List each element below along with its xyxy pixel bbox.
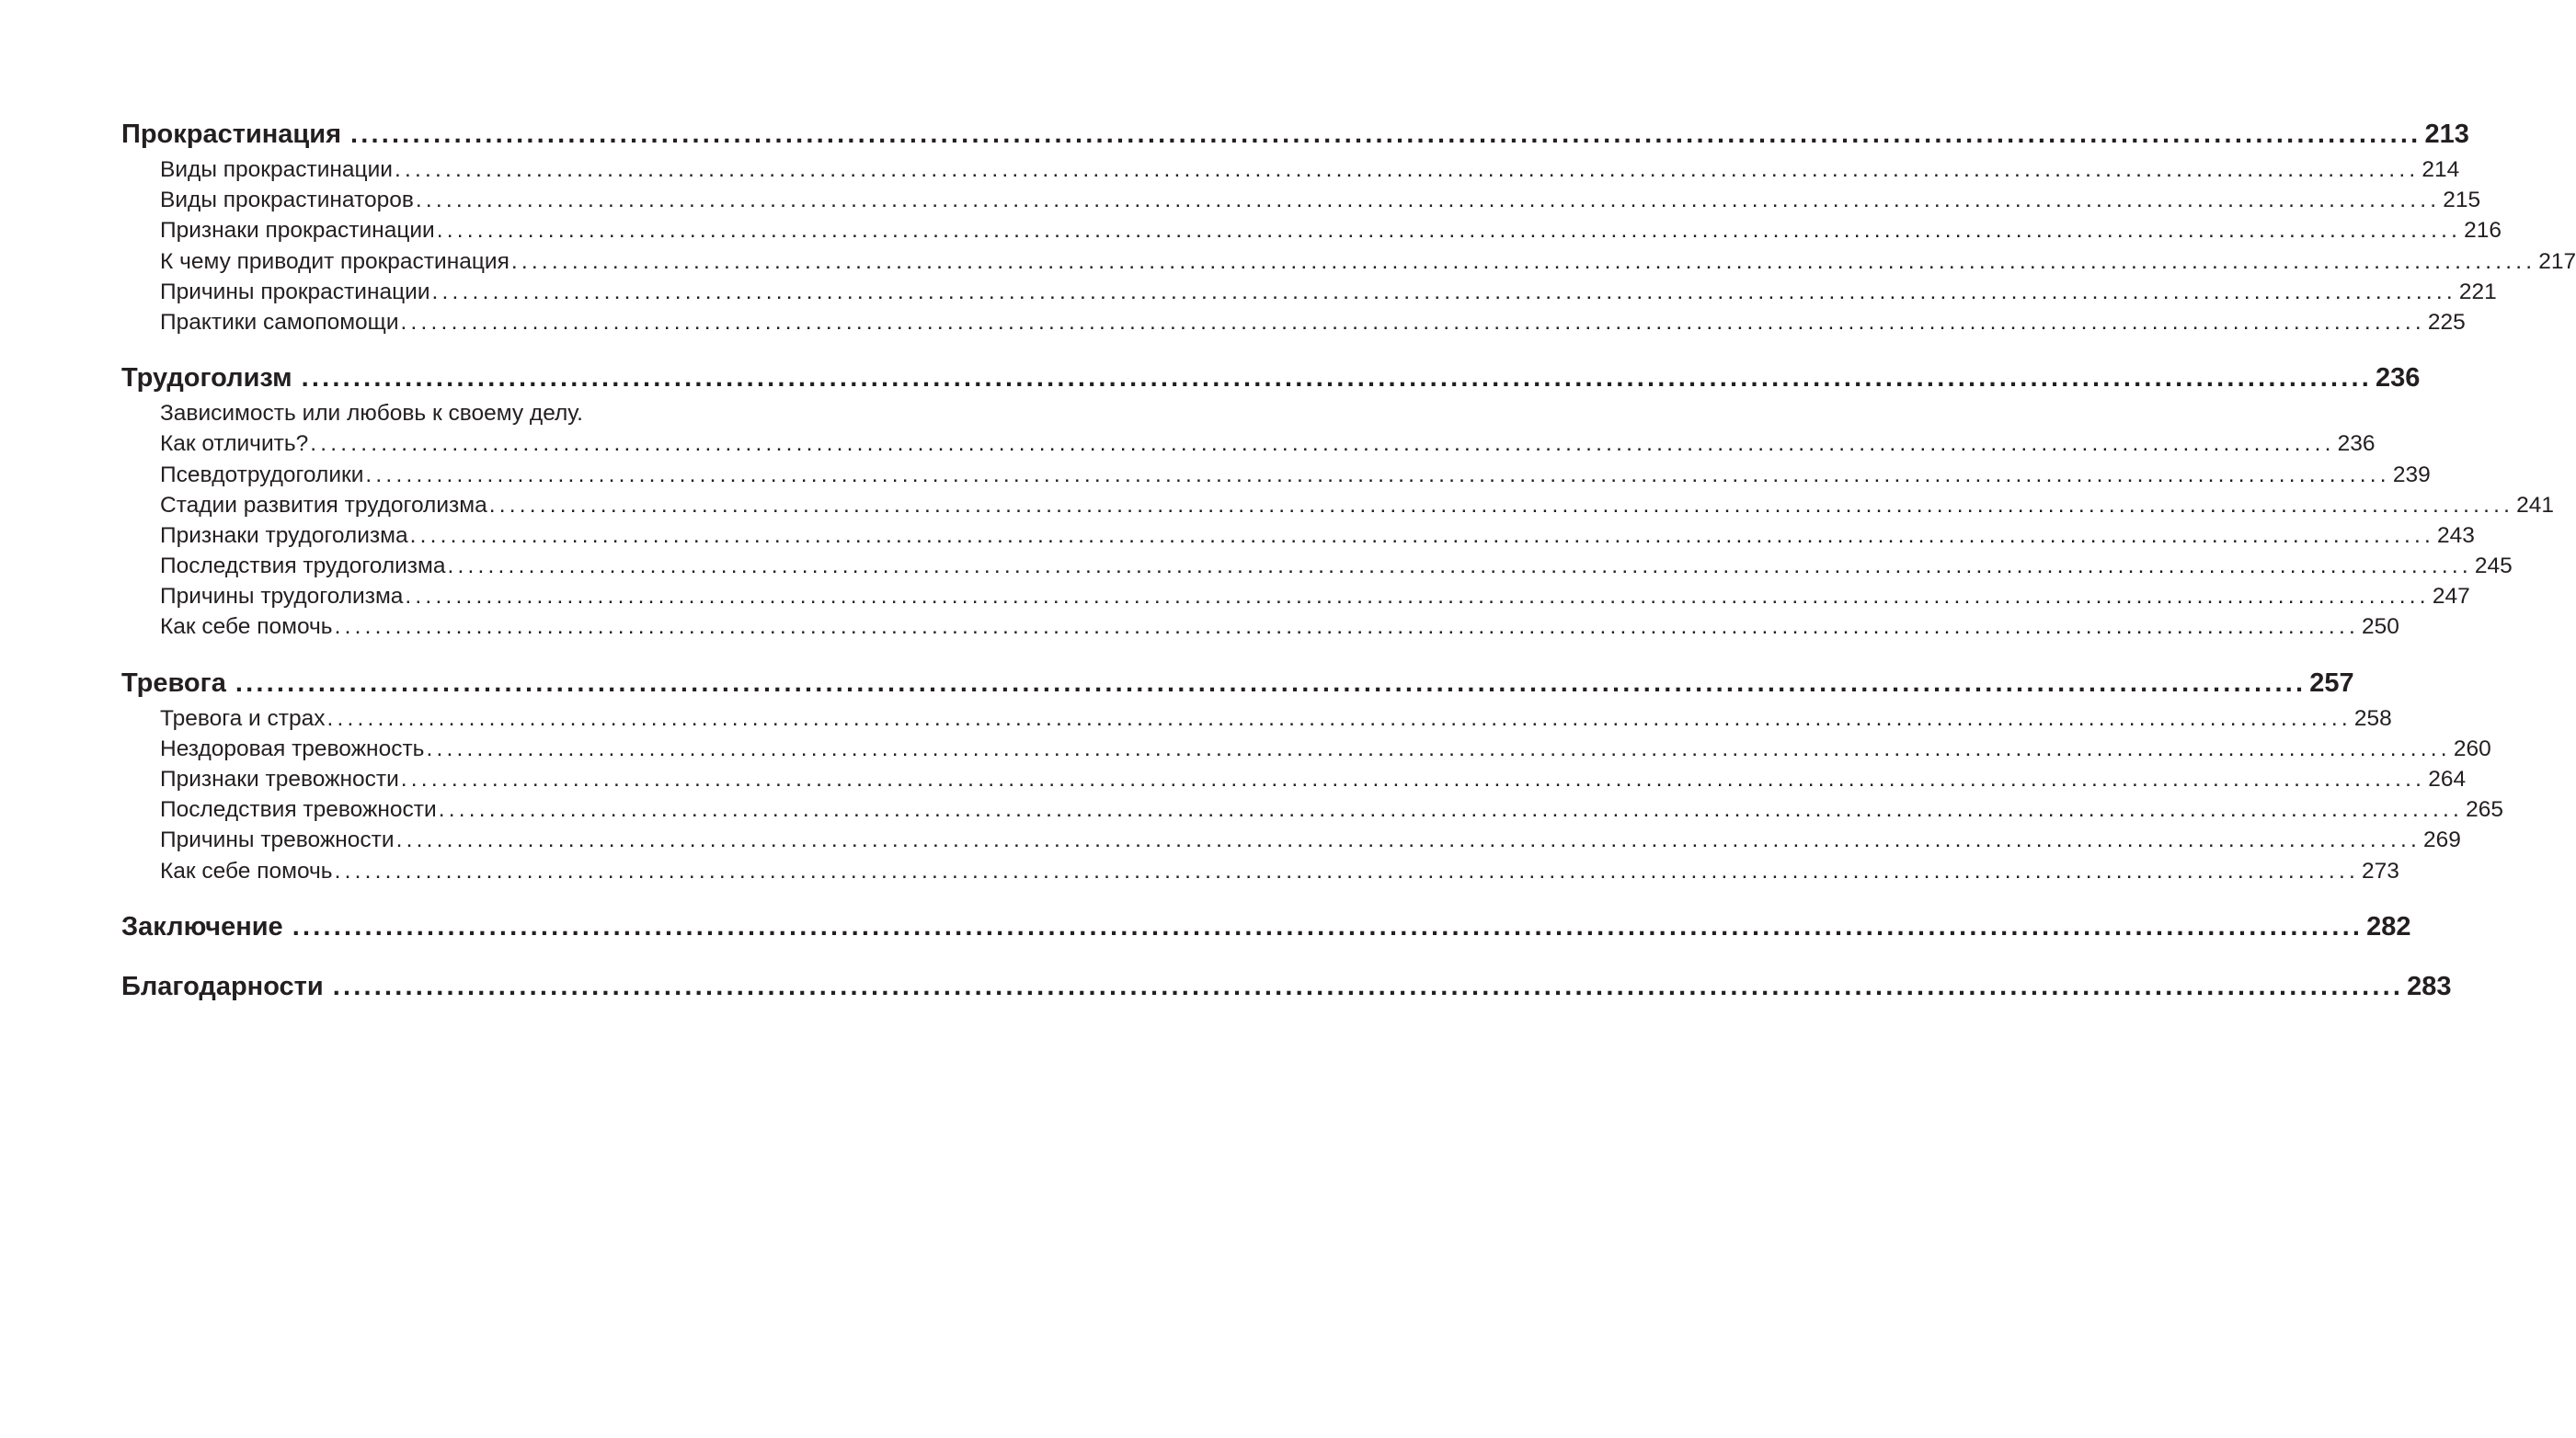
section-page-number: 243 — [2437, 522, 2475, 548]
table-of-contents — [121, 114, 2576, 1007]
section-entry[interactable] — [160, 246, 2576, 277]
section-page-number: 215 — [2443, 188, 2481, 213]
leader-dots: ........................................................................................................................................................................................................ — [409, 522, 2435, 548]
leader-dots: ........................................................................................................................................................................................................ — [235, 668, 2307, 698]
section-page-number: 225 — [2427, 309, 2466, 335]
spacer — [121, 643, 797, 663]
chapter-page-number: 282 — [2366, 911, 2411, 942]
leader-dots: ........................................................................................................................................................................................................ — [332, 971, 2404, 1001]
section-list — [121, 398, 2555, 643]
section-title: Признаки прокрастинации — [160, 218, 435, 244]
section-page-number: 217 — [2538, 248, 2576, 274]
chapter-title: Заключение — [121, 911, 283, 942]
section-page-number: 239 — [2392, 462, 2431, 487]
section-list — [121, 703, 2503, 886]
section-title: Последствия трудоголизма — [160, 554, 446, 579]
chapter-title: Благодарности — [121, 971, 324, 1001]
section-entry[interactable] — [160, 581, 2470, 611]
section-entry[interactable] — [160, 307, 2466, 337]
section-title: Практики самопомощи — [160, 309, 399, 335]
section-page-number: 216 — [2464, 218, 2502, 244]
section-page-number: 236 — [2337, 431, 2376, 457]
section-page-number: 260 — [2453, 736, 2491, 761]
section-page-number: 258 — [2353, 705, 2392, 731]
leader-dots: ........................................................................................................................................................................................................ — [395, 827, 2421, 853]
spacer — [121, 337, 797, 358]
section-page-number: 245 — [2474, 554, 2513, 579]
section-page-number: 273 — [2361, 858, 2399, 884]
spacer — [121, 947, 797, 966]
section-entry[interactable] — [160, 794, 2503, 825]
section-title: Как себе помочь — [160, 858, 333, 884]
chapter-entry[interactable] — [121, 966, 2452, 1007]
chapter-entry[interactable] — [121, 663, 2354, 703]
section-title: Нездоровая тревожность — [160, 736, 425, 761]
leader-dots: ........................................................................................................................................................................................................ — [510, 248, 2536, 274]
section-title: Причины прокрастинации — [160, 279, 430, 304]
section-entry[interactable] — [160, 734, 2491, 764]
leader-dots: ........................................................................................................................................................................................................ — [326, 705, 2352, 731]
section-entry[interactable] — [160, 215, 2502, 245]
leader-dots: ........................................................................................................................................................................................................ — [334, 614, 2359, 640]
leader-dots: ........................................................................................................................................................................................................ — [431, 279, 2456, 304]
section-entry[interactable] — [160, 764, 2467, 794]
chapter-entry[interactable] — [121, 114, 2469, 154]
leader-dots: ........................................................................................................................................................................................................ — [310, 431, 2335, 457]
section-list — [121, 154, 2576, 337]
leader-dots: ........................................................................................................................................................................................................ — [334, 858, 2359, 884]
section-entry[interactable] — [160, 277, 2497, 307]
section-title: Причины тревожности — [160, 827, 395, 853]
leader-dots: ........................................................................................................................................................................................................ — [447, 554, 2472, 579]
leader-dots: ........................................................................................................................................................................................................ — [436, 218, 2462, 244]
section-entry[interactable] — [160, 611, 2399, 642]
section-page-number: 264 — [2428, 767, 2467, 792]
section-entry[interactable] — [160, 703, 2392, 734]
section-page-number: 241 — [2516, 492, 2555, 518]
chapter-page-number: 283 — [2407, 971, 2452, 1001]
leader-dots: ........................................................................................................................................................................................................ — [438, 797, 2464, 823]
leader-dots: ........................................................................................................................................................................................................ — [426, 736, 2451, 761]
chapter-title: Тревога — [121, 668, 226, 698]
chapter-entry[interactable] — [121, 907, 2411, 947]
section-entry[interactable] — [160, 856, 2399, 886]
section-entry[interactable] — [160, 551, 2513, 581]
leader-dots: ........................................................................................................................................................................................................ — [365, 462, 2390, 487]
chapter-entry[interactable] — [121, 358, 2421, 398]
leader-dots: ........................................................................................................................................................................................................ — [301, 363, 2372, 394]
section-entry[interactable] — [160, 185, 2481, 215]
chapter-page-number: 236 — [2376, 363, 2421, 394]
section-entry[interactable] — [160, 154, 2460, 185]
section-title: Виды прокрастинации — [160, 157, 393, 182]
section-title: Как себе помочь — [160, 614, 333, 640]
chapter-page-number: 213 — [2424, 120, 2469, 149]
leader-dots: ........................................................................................................................................................................................................ — [488, 492, 2514, 518]
leader-dots: ........................................................................................................................................................................................................ — [350, 120, 2421, 149]
section-title: Стадии развития трудоголизма — [160, 492, 487, 518]
chapter-title: Прокрастинация — [121, 120, 342, 149]
section-page-number: 221 — [2458, 279, 2497, 304]
spacer — [121, 886, 797, 907]
section-entry[interactable] — [160, 460, 2431, 490]
section-title-line[interactable]: Зависимость или любовь к своему делу. — [160, 401, 583, 427]
section-title: Виды прокрастинаторов — [160, 188, 414, 213]
section-title: Последствия тревожности — [160, 797, 437, 823]
section-entry[interactable] — [160, 520, 2475, 551]
chapter-page-number: 257 — [2309, 668, 2354, 698]
leader-dots: ........................................................................................................................................................................................................ — [292, 911, 2364, 942]
section-title: Причины трудоголизма — [160, 584, 404, 610]
section-entry[interactable] — [160, 825, 2461, 855]
section-page-number: 250 — [2361, 614, 2399, 640]
section-title: Тревога и страх — [160, 705, 326, 731]
leader-dots: ........................................................................................................................................................................................................ — [394, 157, 2420, 182]
leader-dots: ........................................................................................................................................................................................................ — [405, 584, 2430, 610]
section-page-number: 269 — [2422, 827, 2461, 853]
section-title: К чему приводит прокрастинация — [160, 248, 509, 274]
section-entry[interactable] — [160, 490, 2555, 520]
section-title: Признаки трудоголизма — [160, 522, 408, 548]
section-title: Признаки тревожности — [160, 767, 399, 792]
section-title: Псевдотрудоголики — [160, 462, 364, 487]
section-page-number: 247 — [2432, 584, 2470, 610]
section-title: Как отличить? — [160, 431, 309, 457]
chapter-title: Трудоголизм — [121, 363, 292, 394]
leader-dots: ........................................................................................................................................................................................................ — [400, 309, 2425, 335]
section-page-number: 265 — [2466, 797, 2503, 823]
leader-dots: ........................................................................................................................................................................................................ — [400, 767, 2426, 792]
section-page-number: 214 — [2421, 157, 2460, 182]
section-entry[interactable] — [160, 428, 2376, 459]
leader-dots: ........................................................................................................................................................................................................ — [415, 188, 2441, 213]
